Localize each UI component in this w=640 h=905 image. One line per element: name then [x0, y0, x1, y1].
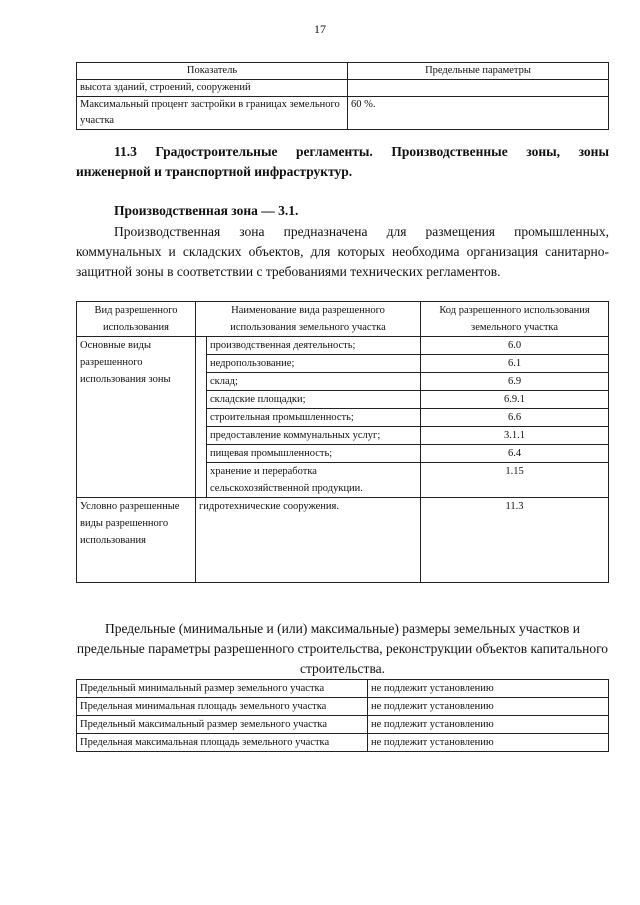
- use-name: складские площадки;: [207, 391, 421, 409]
- use-name: гидротехнические сооружения.: [196, 498, 421, 583]
- limits-title: Предельные (минимальные и (или) максимальные) размеры земельных участков и предельные параметры разрешенного строительства, реконструкции объектов капитального строительства.: [76, 621, 609, 676]
- zone-description: Производственная зона предназначена для размещения промышленных, коммунальных и складских объектов, для которых необходима организация санитарно-защитной зоны в соответствии с требованиями технических регламентов.: [76, 224, 609, 279]
- page-number: 17: [314, 22, 326, 36]
- use-code: 6.9.1: [421, 391, 609, 409]
- permitted-uses-table: [76, 301, 609, 583]
- param-value: не подлежит установлению: [368, 734, 609, 752]
- table-row: [77, 734, 609, 752]
- table-row: [77, 716, 609, 734]
- use-code: 6.4: [421, 445, 609, 463]
- spacer-cell: [196, 337, 207, 498]
- use-name: склад;: [207, 373, 421, 391]
- section-heading: [76, 142, 609, 182]
- table-row: [77, 337, 609, 355]
- header-cell: Показатель: [77, 63, 348, 80]
- use-name: производственная деятельность;: [207, 337, 421, 355]
- use-code: 6.1: [421, 355, 609, 373]
- group-label: Основные виды разрешенного использования зоны: [77, 337, 196, 498]
- use-code: 6.0: [421, 337, 609, 355]
- param-name: Предельный минимальный размер земельного участка: [77, 680, 368, 698]
- zone-title: Производственная зона — 3.1.: [114, 203, 299, 218]
- use-code: 6.9: [421, 373, 609, 391]
- header-cell: Вид разрешенного использования: [77, 302, 196, 337]
- table-cell: [348, 80, 609, 97]
- table-row: [77, 80, 609, 97]
- use-code: 6.6: [421, 409, 609, 427]
- header-cell: Предельные параметры: [348, 63, 609, 80]
- use-name: строительная промышленность;: [207, 409, 421, 427]
- group-label: Условно разрешенные виды разрешенного использования: [77, 498, 196, 583]
- table-header-row: [77, 63, 609, 80]
- table-header-row: [77, 302, 609, 337]
- param-name: Предельная максимальная площадь земельного участка: [77, 734, 368, 752]
- parameters-table: [76, 62, 609, 130]
- section-heading-text: 11.3 Градостроительные регламенты. Производственные зоны, зоны инженерной и транспортной инфраструктур.: [76, 144, 609, 179]
- use-name: хранение и переработка сельскохозяйственной продукции.: [207, 463, 421, 498]
- table-cell: Максимальный процент застройки в границах земельного участка: [77, 97, 348, 130]
- param-name: Предельный максимальный размер земельного участка: [77, 716, 368, 734]
- param-name: Предельная минимальная площадь земельного участка: [77, 698, 368, 716]
- header-cell: Код разрешенного использования земельного участка: [421, 302, 609, 337]
- use-code: 3.1.1: [421, 427, 609, 445]
- table-row: [77, 698, 609, 716]
- use-name: недропользование;: [207, 355, 421, 373]
- table-row: [77, 97, 609, 130]
- table-row: [77, 498, 609, 583]
- use-code: 11.3: [421, 498, 609, 583]
- param-value: не подлежит установлению: [368, 716, 609, 734]
- use-name: предоставление коммунальных услуг;: [207, 427, 421, 445]
- header-cell: Наименование вида разрешенного использования земельного участка: [196, 302, 421, 337]
- table-cell: 60 %.: [348, 97, 609, 130]
- use-code: 1.15: [421, 463, 609, 498]
- table-cell: высота зданий, строений, сооружений: [77, 80, 348, 97]
- param-value: не подлежит установлению: [368, 680, 609, 698]
- limits-table: [76, 679, 609, 752]
- param-value: не подлежит установлению: [368, 698, 609, 716]
- use-name: пищевая промышленность;: [207, 445, 421, 463]
- table-row: [77, 680, 609, 698]
